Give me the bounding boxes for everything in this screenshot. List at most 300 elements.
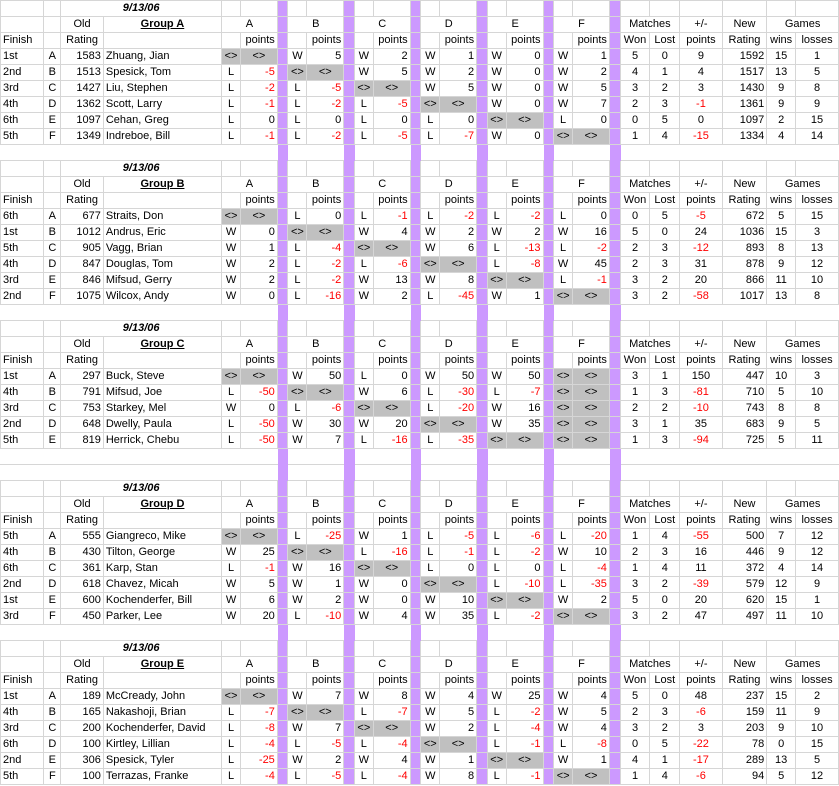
won-cell[interactable]: 4 [620,65,650,81]
player-name-cell[interactable]: Tilton, George [103,545,221,561]
result-cell[interactable]: L [487,209,506,225]
self-match-cell[interactable]: <> [573,769,610,785]
header-opponent-b[interactable]: B [288,337,344,353]
column-separator[interactable] [477,593,488,609]
column-separator[interactable] [477,129,488,145]
column-separator[interactable] [344,689,355,705]
self-match-cell[interactable]: <> [373,81,410,97]
player-id-cell[interactable]: D [44,737,61,753]
result-cell[interactable]: W [222,273,241,289]
cell[interactable] [680,641,723,657]
result-cell[interactable]: L [222,433,241,449]
result-cell[interactable]: L [222,769,241,785]
header-games[interactable]: Games [767,337,839,353]
result-cell[interactable]: W [354,689,373,705]
self-match-cell[interactable]: <> [506,113,543,129]
points-cell[interactable]: -16 [373,433,410,449]
cell[interactable] [796,305,839,321]
games-losses-cell[interactable]: 9 [796,97,839,113]
self-match-cell[interactable]: <> [573,433,610,449]
self-match-cell[interactable]: <> [487,753,506,769]
header-opponent-b[interactable]: B [288,497,344,513]
cell[interactable] [620,321,650,337]
header-points[interactable]: points [680,513,723,529]
plus-minus-cell[interactable]: -17 [680,753,723,769]
cell[interactable] [767,641,796,657]
self-match-cell[interactable]: <> [222,49,241,65]
points-cell[interactable]: -5 [373,129,410,145]
result-cell[interactable]: W [554,257,573,273]
header-points[interactable]: points [440,193,477,209]
points-cell[interactable]: 0 [573,209,610,225]
player-id-cell[interactable]: E [44,273,61,289]
column-separator[interactable] [543,273,554,289]
cell[interactable] [354,321,373,337]
lost-cell[interactable]: 2 [650,289,680,305]
group-date[interactable]: 9/13/06 [61,321,222,337]
self-match-cell[interactable]: <> [240,689,277,705]
self-match-cell[interactable]: <> [222,369,241,385]
result-cell[interactable]: L [354,737,373,753]
cell[interactable] [554,1,573,17]
column-separator[interactable] [410,81,421,97]
old-rating-cell[interactable]: 677 [61,209,104,225]
plus-minus-cell[interactable]: 3 [680,721,723,737]
points-cell[interactable]: -5 [307,81,344,97]
result-cell[interactable]: L [222,81,241,97]
cell[interactable] [573,161,610,177]
cell[interactable] [354,465,373,481]
column-separator[interactable] [543,641,554,657]
result-cell[interactable]: W [288,577,307,593]
player-name-cell[interactable]: Spesick, Tom [103,65,221,81]
cell[interactable] [61,449,104,465]
cell[interactable] [796,481,839,497]
result-cell[interactable]: W [554,97,573,113]
points-cell[interactable]: 0 [506,81,543,97]
player-name-cell[interactable]: Karp, Stan [103,561,221,577]
column-separator[interactable] [277,33,288,49]
result-cell[interactable]: W [354,417,373,433]
header-rating[interactable]: Rating [61,193,104,209]
cell[interactable] [573,641,610,657]
cell[interactable] [487,321,506,337]
column-separator[interactable] [344,513,355,529]
column-separator[interactable] [477,401,488,417]
cell[interactable] [373,161,410,177]
points-cell[interactable]: -4 [240,737,277,753]
games-losses-cell[interactable]: 9 [796,705,839,721]
cell[interactable] [222,481,241,497]
cell[interactable] [506,481,543,497]
self-match-cell[interactable]: <> [373,561,410,577]
cell[interactable] [650,161,680,177]
points-cell[interactable]: -6 [506,529,543,545]
header-matches[interactable]: Matches [620,337,680,353]
points-cell[interactable]: 0 [373,577,410,593]
player-id-cell[interactable]: F [44,609,61,625]
result-cell[interactable]: L [421,289,440,305]
cell[interactable] [487,641,506,657]
group-date[interactable]: 9/13/06 [61,481,222,497]
cell[interactable] [620,305,650,321]
header-points[interactable]: points [680,353,723,369]
games-losses-cell[interactable]: 10 [796,273,839,289]
finish-cell[interactable]: 3rd [1,401,44,417]
column-separator[interactable] [477,337,488,353]
cell[interactable] [1,17,44,33]
column-separator[interactable] [344,433,355,449]
games-losses-cell[interactable]: 11 [796,433,839,449]
games-wins-cell[interactable]: 12 [767,577,796,593]
header-points[interactable]: points [573,673,610,689]
column-separator[interactable] [410,417,421,433]
header-rating[interactable]: Rating [722,353,767,369]
lost-cell[interactable]: 5 [650,209,680,225]
column-separator[interactable] [477,673,488,689]
header-opponent-c[interactable]: C [354,17,410,33]
result-cell[interactable]: L [288,81,307,97]
lost-cell[interactable]: 3 [650,385,680,401]
column-separator[interactable] [344,97,355,113]
cell[interactable] [1,321,44,337]
cell[interactable] [373,305,410,321]
column-separator[interactable] [277,561,288,577]
finish-cell[interactable]: 2nd [1,577,44,593]
games-wins-cell[interactable]: 5 [767,385,796,401]
column-separator[interactable] [477,721,488,737]
column-separator[interactable] [477,433,488,449]
new-rating-cell[interactable]: 447 [722,369,767,385]
cell[interactable] [722,625,767,641]
column-separator[interactable] [277,17,288,33]
column-separator[interactable] [344,177,355,193]
self-match-cell[interactable]: <> [421,97,440,113]
column-separator[interactable] [277,129,288,145]
points-cell[interactable]: 1 [440,49,477,65]
header-opponent-e[interactable]: E [487,337,543,353]
cell[interactable] [103,353,221,369]
result-cell[interactable]: W [354,577,373,593]
column-separator[interactable] [477,385,488,401]
header-new[interactable]: New [722,657,767,673]
column-separator[interactable] [609,145,620,161]
column-separator[interactable] [277,193,288,209]
points-cell[interactable]: -50 [240,417,277,433]
new-rating-cell[interactable]: 1334 [722,129,767,145]
column-separator[interactable] [410,289,421,305]
cell[interactable] [554,449,573,465]
header-opponent-e[interactable]: E [487,657,543,673]
column-separator[interactable] [477,353,488,369]
result-cell[interactable]: L [354,113,373,129]
points-cell[interactable]: -1 [373,209,410,225]
column-separator[interactable] [609,417,620,433]
points-cell[interactable]: 16 [307,561,344,577]
result-cell[interactable]: L [354,705,373,721]
column-separator[interactable] [477,273,488,289]
column-separator[interactable] [410,353,421,369]
result-cell[interactable]: W [421,369,440,385]
points-cell[interactable]: 5 [307,49,344,65]
cell[interactable] [222,513,241,529]
points-cell[interactable]: -8 [506,257,543,273]
column-separator[interactable] [277,417,288,433]
games-losses-cell[interactable]: 15 [796,113,839,129]
won-cell[interactable]: 3 [620,369,650,385]
points-cell[interactable]: -20 [573,529,610,545]
cell[interactable] [44,625,61,641]
self-match-cell[interactable]: <> [506,753,543,769]
column-separator[interactable] [277,161,288,177]
result-cell[interactable]: W [288,689,307,705]
cell[interactable] [573,625,610,641]
plus-minus-cell[interactable]: 150 [680,369,723,385]
column-separator[interactable] [277,353,288,369]
points-cell[interactable]: 50 [440,369,477,385]
result-cell[interactable]: W [222,225,241,241]
column-separator[interactable] [609,481,620,497]
cell[interactable] [421,465,440,481]
cell[interactable] [722,305,767,321]
column-separator[interactable] [277,689,288,705]
column-separator[interactable] [344,289,355,305]
cell[interactable] [554,161,573,177]
cell[interactable] [796,1,839,17]
header-rating[interactable]: Rating [61,673,104,689]
cell[interactable] [554,353,573,369]
column-separator[interactable] [609,1,620,17]
column-separator[interactable] [477,561,488,577]
cell[interactable] [767,625,796,641]
column-separator[interactable] [277,545,288,561]
cell[interactable] [1,481,44,497]
lost-cell[interactable]: 1 [650,369,680,385]
new-rating-cell[interactable]: 78 [722,737,767,753]
plus-minus-cell[interactable]: -22 [680,737,723,753]
header-points[interactable]: points [373,193,410,209]
group-name[interactable]: Group A [103,17,221,33]
header-old[interactable]: Old [61,17,104,33]
column-separator[interactable] [277,753,288,769]
group-name[interactable]: Group E [103,657,221,673]
lost-cell[interactable]: 3 [650,545,680,561]
plus-minus-cell[interactable]: -10 [680,401,723,417]
cell[interactable] [620,641,650,657]
new-rating-cell[interactable]: 289 [722,753,767,769]
column-separator[interactable] [543,401,554,417]
finish-cell[interactable]: 1st [1,689,44,705]
column-separator[interactable] [410,17,421,33]
cell[interactable] [506,449,543,465]
cell[interactable] [573,449,610,465]
lost-cell[interactable]: 0 [650,689,680,705]
result-cell[interactable]: W [487,369,506,385]
header-losses[interactable]: losses [796,353,839,369]
new-rating-cell[interactable]: 1517 [722,65,767,81]
points-cell[interactable]: 7 [307,721,344,737]
header-plus-minus[interactable]: +/- [680,657,723,673]
column-separator[interactable] [410,449,421,465]
points-cell[interactable]: -10 [307,609,344,625]
column-separator[interactable] [477,193,488,209]
column-separator[interactable] [277,609,288,625]
old-rating-cell[interactable]: 100 [61,737,104,753]
cell[interactable] [680,161,723,177]
plus-minus-cell[interactable]: 24 [680,225,723,241]
games-wins-cell[interactable]: 5 [767,433,796,449]
header-won[interactable]: Won [620,513,650,529]
self-match-cell[interactable]: <> [240,49,277,65]
old-rating-cell[interactable]: 361 [61,561,104,577]
cell[interactable] [487,305,506,321]
cell[interactable] [307,145,344,161]
column-separator[interactable] [543,241,554,257]
points-cell[interactable]: 6 [373,385,410,401]
new-rating-cell[interactable]: 710 [722,385,767,401]
new-rating-cell[interactable]: 203 [722,721,767,737]
column-separator[interactable] [477,737,488,753]
cell[interactable] [487,465,506,481]
column-separator[interactable] [543,577,554,593]
points-cell[interactable]: -2 [573,241,610,257]
cell[interactable] [288,625,307,641]
header-rating[interactable]: Rating [61,33,104,49]
cell[interactable] [421,673,440,689]
cell[interactable] [354,625,373,641]
points-cell[interactable]: 50 [307,369,344,385]
lost-cell[interactable]: 1 [650,417,680,433]
games-losses-cell[interactable]: 3 [796,225,839,241]
column-separator[interactable] [609,673,620,689]
new-rating-cell[interactable]: 893 [722,241,767,257]
cell[interactable] [722,641,767,657]
cell[interactable] [61,465,104,481]
finish-cell[interactable]: 4th [1,385,44,401]
column-separator[interactable] [543,97,554,113]
finish-cell[interactable]: 1st [1,593,44,609]
won-cell[interactable]: 3 [620,417,650,433]
old-rating-cell[interactable]: 450 [61,609,104,625]
won-cell[interactable]: 1 [620,769,650,785]
cell[interactable] [373,641,410,657]
result-cell[interactable]: L [554,273,573,289]
cell[interactable] [307,465,344,481]
column-separator[interactable] [344,33,355,49]
lost-cell[interactable]: 0 [650,225,680,241]
cell[interactable] [421,305,440,321]
column-separator[interactable] [277,369,288,385]
cell[interactable] [680,625,723,641]
games-losses-cell[interactable]: 8 [796,81,839,97]
points-cell[interactable]: 4 [573,721,610,737]
cell[interactable] [288,145,307,161]
header-opponent-b[interactable]: B [288,17,344,33]
cell[interactable] [288,465,307,481]
column-separator[interactable] [344,225,355,241]
points-cell[interactable]: -5 [240,65,277,81]
cell[interactable] [767,161,796,177]
cell[interactable] [722,449,767,465]
header-games[interactable]: Games [767,497,839,513]
column-separator[interactable] [477,209,488,225]
plus-minus-cell[interactable]: -12 [680,241,723,257]
header-points[interactable]: points [307,193,344,209]
old-rating-cell[interactable]: 1097 [61,113,104,129]
points-cell[interactable]: 7 [307,689,344,705]
won-cell[interactable]: 1 [620,529,650,545]
cell[interactable] [44,145,61,161]
header-opponent-a[interactable]: A [222,497,278,513]
points-cell[interactable]: 4 [373,609,410,625]
cell[interactable] [1,449,44,465]
header-rating[interactable]: Rating [61,353,104,369]
lost-cell[interactable]: 2 [650,273,680,289]
header-plus-minus[interactable]: +/- [680,497,723,513]
self-match-cell[interactable]: <> [506,273,543,289]
finish-cell[interactable]: 5th [1,129,44,145]
cell[interactable] [796,321,839,337]
header-opponent-e[interactable]: E [487,497,543,513]
points-cell[interactable]: 2 [440,65,477,81]
points-cell[interactable]: -4 [506,721,543,737]
cell[interactable] [288,353,307,369]
cell[interactable] [421,145,440,161]
header-rating[interactable]: Rating [61,513,104,529]
self-match-cell[interactable]: <> [373,721,410,737]
lost-cell[interactable]: 4 [650,129,680,145]
cell[interactable] [288,1,307,17]
cell[interactable] [44,449,61,465]
cell[interactable] [554,513,573,529]
column-separator[interactable] [477,513,488,529]
old-rating-cell[interactable]: 618 [61,577,104,593]
column-separator[interactable] [344,721,355,737]
cell[interactable] [354,145,373,161]
result-cell[interactable]: L [354,257,373,273]
self-match-cell[interactable]: <> [573,289,610,305]
finish-cell[interactable]: 3rd [1,273,44,289]
cell[interactable] [1,625,44,641]
games-losses-cell[interactable]: 10 [796,721,839,737]
cell[interactable] [421,321,440,337]
result-cell[interactable]: L [222,561,241,577]
new-rating-cell[interactable]: 620 [722,593,767,609]
header-opponent-f[interactable]: F [554,497,610,513]
lost-cell[interactable]: 5 [650,737,680,753]
column-separator[interactable] [344,129,355,145]
points-cell[interactable]: 1 [573,753,610,769]
cell[interactable] [421,33,440,49]
cell[interactable] [573,145,610,161]
header-points[interactable]: points [240,193,277,209]
header-finish[interactable]: Finish [1,193,44,209]
games-losses-cell[interactable]: 14 [796,561,839,577]
cell[interactable] [487,673,506,689]
cell[interactable] [573,465,610,481]
plus-minus-cell[interactable]: -1 [680,97,723,113]
cell[interactable] [680,305,723,321]
self-match-cell[interactable]: <> [288,225,307,241]
plus-minus-cell[interactable]: -5 [680,209,723,225]
column-separator[interactable] [410,129,421,145]
column-separator[interactable] [609,129,620,145]
points-cell[interactable]: 2 [506,225,543,241]
header-old[interactable]: Old [61,497,104,513]
column-separator[interactable] [344,561,355,577]
points-cell[interactable]: 35 [440,609,477,625]
header-lost[interactable]: Lost [650,193,680,209]
